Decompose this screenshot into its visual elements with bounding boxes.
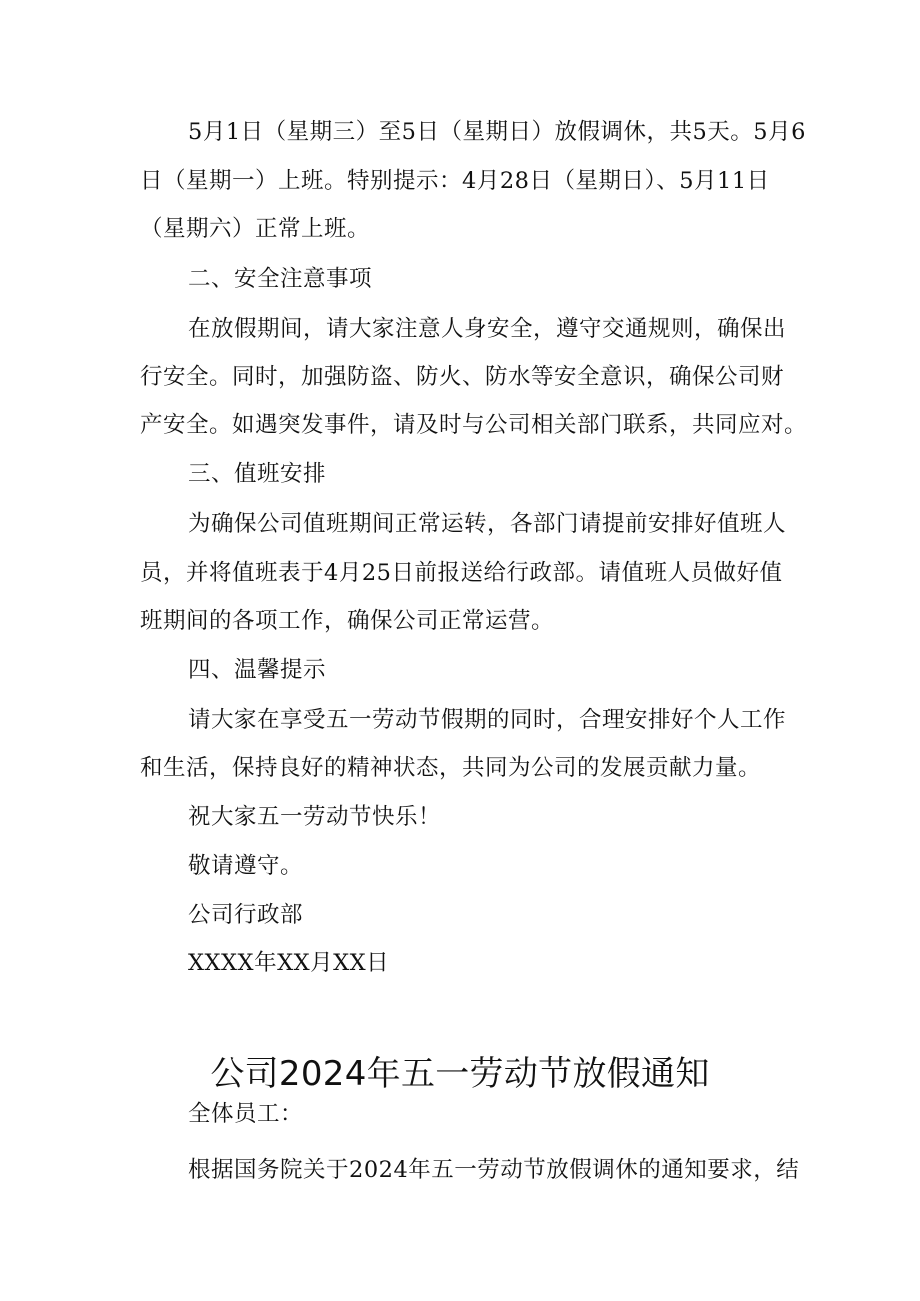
holiday-schedule-line-1: 5月1日（星期三）至5日（星期日）放假调休，共5天。5月6 [188,119,806,145]
duty-line-2: 员，并将值班表于4月25日前报送给行政部。请值班人员做好值 [140,560,783,586]
signature: 公司行政部 [188,902,304,928]
duty-line-1: 为确保公司值班期间正常运转，各部门请提前安排好值班人 [188,511,787,537]
reminder-heading: 四、温馨提示 [188,657,327,683]
safety-line-1: 在放假期间，请大家注意人身安全，遵守交通规则，确保出 [188,316,787,342]
document-date: XXXX年XX月XX日 [188,950,390,976]
duty-heading: 三、值班安排 [188,461,327,487]
safety-line-3: 产安全。如遇突发事件，请及时与公司相关部门联系，共同应对。 [140,412,808,438]
holiday-schedule-line-3: （星期六）正常上班。 [140,216,371,242]
holiday-schedule-line-2: 日（星期一）上班。特别提示：4月28日（星期日）、5月11日 [140,168,770,194]
salutation: 全体员工： [188,1101,304,1127]
safety-heading: 二、安全注意事项 [188,266,373,292]
duty-line-3: 班期间的各项工作，确保公司正常运营。 [140,608,555,634]
notice-title: 公司2024年五一劳动节放假通知 [210,1054,710,1094]
compliance-note: 敬请遵守。 [188,853,304,879]
reminder-line-1: 请大家在享受五一劳动节假期的同时，合理安排好个人工作 [188,707,787,733]
notice-body-line-1: 根据国务院关于2024年五一劳动节放假调休的通知要求，结 [188,1157,800,1183]
safety-line-2: 行安全。同时，加强防盗、防火、防水等安全意识，确保公司财 [140,364,785,390]
reminder-line-2: 和生活，保持良好的精神状态，共同为公司的发展贡献力量。 [140,755,762,781]
holiday-wish: 祝大家五一劳动节快乐！ [188,804,442,830]
